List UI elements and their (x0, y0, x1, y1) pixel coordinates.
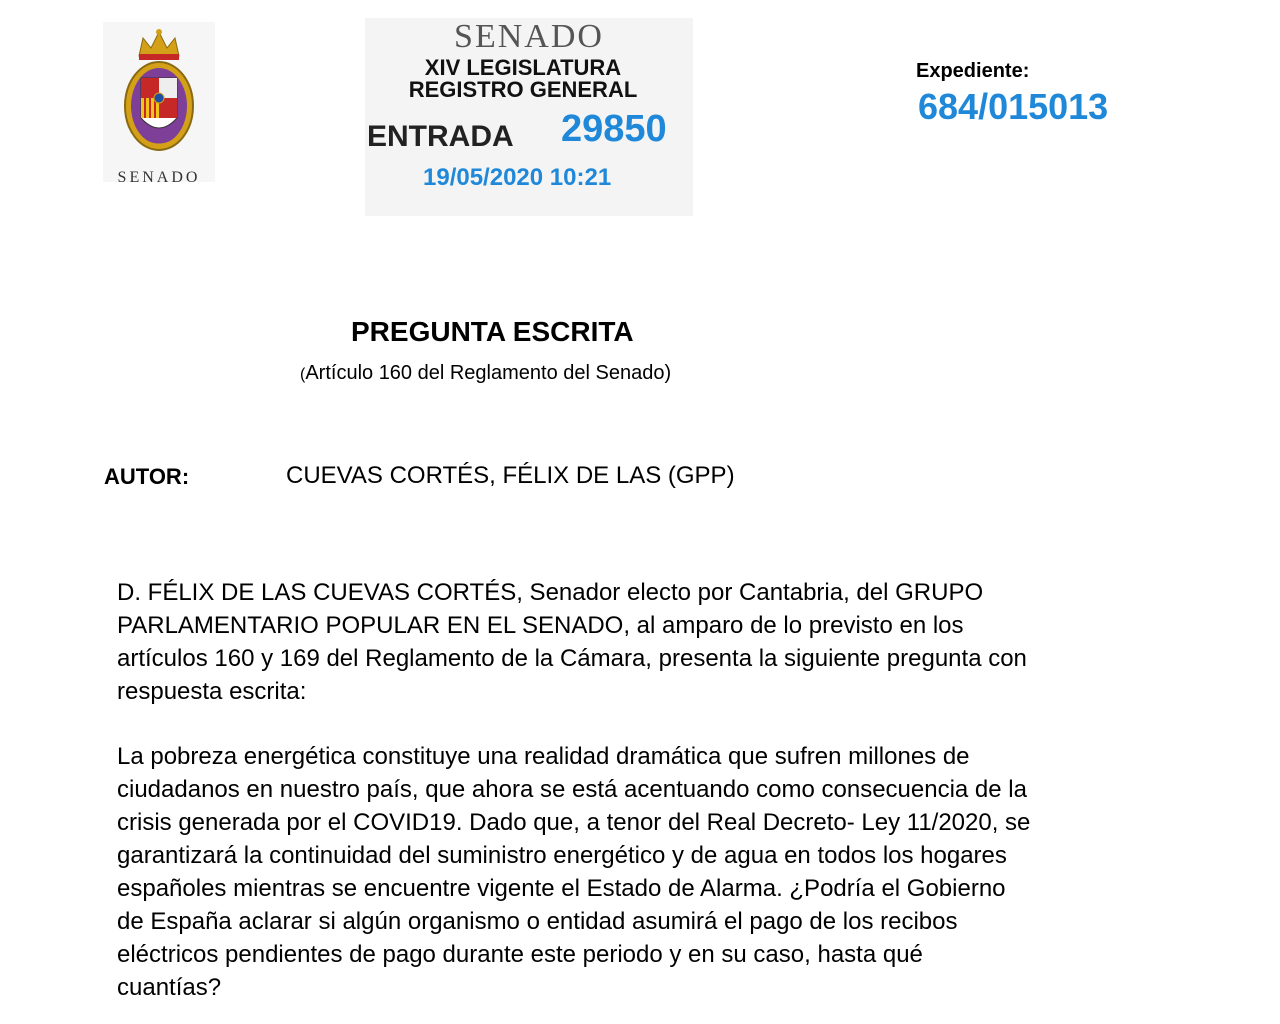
subtitle-paren: ( (300, 366, 306, 383)
text-line: de España aclarar si algún organismo o entidad asumirá el pago de los recibos (117, 908, 958, 935)
stamp-title: SENADO (454, 18, 604, 55)
text-line: D. FÉLIX DE LAS CUEVAS CORTÉS, Senador electo por Cantabria, del GRUPO (117, 579, 984, 606)
autor-value: CUEVAS CORTÉS, FÉLIX DE LAS (GPP) (286, 462, 735, 489)
subtitle-text: Artículo 160 del Reglamento del Senado) (305, 362, 672, 384)
senado-logo (103, 22, 215, 186)
stamp-entrada-label: ENTRADA (367, 120, 514, 153)
stamp-datetime: 19/05/2020 10:21 (423, 164, 612, 191)
text-line: artículos 160 y 169 del Reglamento de la Cámara, presenta la siguiente pregunta con (117, 645, 1027, 672)
text-line: garantizará la continuidad del suministro energético y de agua en todos los hogares (117, 842, 1007, 869)
logo-text: SENADO (117, 169, 201, 186)
text-line: ciudadanos en nuestro país, que ahora se está acentuando como consecuencia de la (117, 776, 1027, 803)
text-line: PARLAMENTARIO POPULAR EN EL SENADO, al amparo de lo previsto en los (117, 612, 964, 639)
expediente-label: Expediente: (916, 60, 1030, 82)
body-paragraph-2 (117, 740, 1157, 1004)
text-line: eléctricos pendientes de pago durante este periodo y en su caso, hasta qué (117, 941, 923, 968)
expediente-number: 684/015013 (918, 86, 1109, 127)
document-title: PREGUNTA ESCRITA (351, 316, 634, 347)
senado-coat-of-arms-icon (117, 26, 201, 166)
registry-stamp (365, 18, 693, 216)
text-line: españoles mientras se encuentre vigente el Estado de Alarma. ¿Podría el Gobierno (117, 875, 1006, 902)
document-subtitle (300, 362, 671, 385)
autor-label: AUTOR: (104, 464, 190, 489)
text-line: La pobreza energética constituye una realidad dramática que sufren millones de (117, 743, 970, 770)
stamp-entrada-number: 29850 (561, 108, 667, 150)
stamp-registro: REGISTRO GENERAL (408, 77, 638, 102)
text-line: cuantías? (117, 974, 222, 1001)
text-line: crisis generada por el COVID19. Dado que, a tenor del Real Decreto- Ley 11/2020, se (117, 809, 1031, 836)
body-paragraph-1 (117, 576, 1157, 708)
text-line: respuesta escrita: (117, 678, 307, 705)
stamp-legislatura: XIV LEGISLATURA (424, 55, 622, 80)
